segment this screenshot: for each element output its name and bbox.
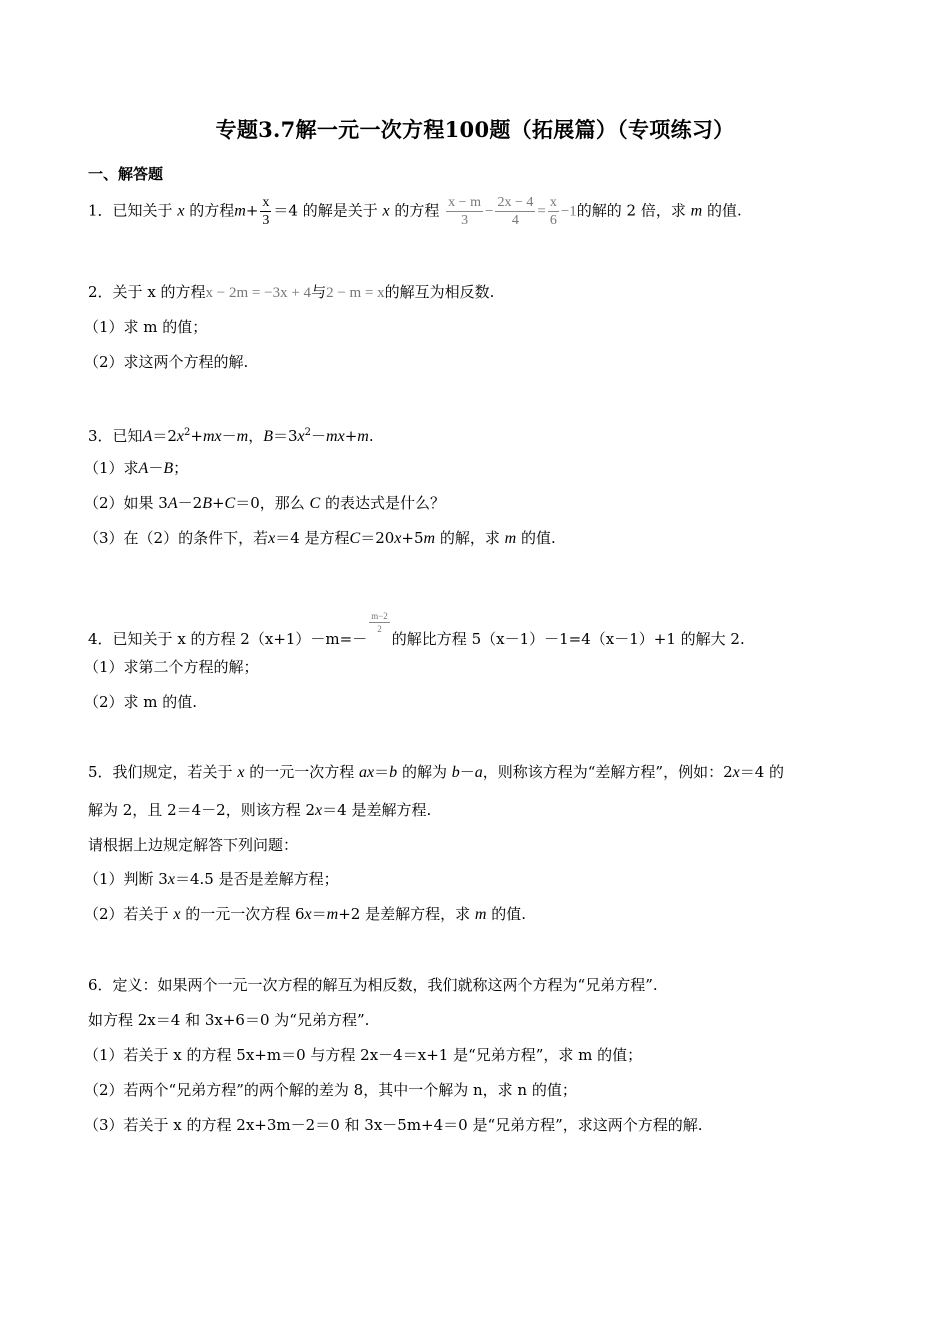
q4-text: 已知关于 x 的方程 2（x+1）－m=－ <box>112 630 368 648</box>
q4-text: 的解比方程 5（x－1）－1=4（x－1）+1 的解大 2. <box>391 630 745 648</box>
q4-number: 4． <box>88 630 113 648</box>
q2-sub-1: （1）求 m 的值； <box>84 318 208 336</box>
q3-text: + <box>190 427 203 445</box>
q3-text: + <box>344 427 358 445</box>
q2-equation-1: x − 2m = −3x + 4 <box>205 285 312 301</box>
page-title: 专题3.7解一元一次方程100题（拓展篇）（专项练习） <box>215 117 735 142</box>
q3-number: 3． <box>88 427 113 445</box>
q5-line-2: 解为 2，且 2＝4－2，则该方程 2x＝4 是差解方程. <box>88 801 432 819</box>
var-x: x <box>337 428 345 445</box>
var-x: x <box>176 428 184 445</box>
fraction-2x-minus-4-over-4: $\frac{2x - 4}{4}$ <box>497 195 534 228</box>
fraction-x-over-3: $\frac{x}{3}$ <box>262 195 270 228</box>
question-5: 5．我们规定，若关于 x 的一元一次方程 ax＝b 的解为 b－a，则称该方程为“差解方程”，例如：2x＝4 的 <box>88 763 785 781</box>
q3-text: ， <box>248 427 264 445</box>
q3-text: . <box>368 427 374 445</box>
exponent-2: 2 <box>184 427 191 438</box>
var-x: x <box>177 202 185 220</box>
q3-text: － <box>311 427 327 445</box>
q6-sub-3: （3）若关于 x 的方程 2x+3m－2＝0 和 3x－5m+4＝0 是“兄弟方程”，求这两个方程的解. <box>84 1116 703 1134</box>
q6-sub-1: （1）若关于 x 的方程 5x+m＝0 与方程 2x－4＝x+1 是“兄弟方程”，求 m 的值； <box>84 1046 643 1064</box>
var-m: m <box>326 428 338 445</box>
var-x: x <box>297 428 305 445</box>
var-x: x <box>382 202 390 220</box>
q3-sub-3: （3）在（2）的条件下，若x＝4 是方程C＝20x+5m 的解，求 m 的值. <box>84 529 556 547</box>
q1-number: 1． <box>88 201 113 220</box>
q5-line-3: 请根据上边规定解答下列问题： <box>88 836 299 854</box>
question-6: 6．定义：如果两个一元一次方程的解互为相反数，我们就称这两个方程为“兄弟方程”. <box>88 976 658 994</box>
fraction-x-over-6: $\frac{x}{6}$ <box>549 195 557 228</box>
q2-sub-2: （2）求这两个方程的解. <box>84 353 249 371</box>
question-2 <box>88 282 494 303</box>
q1-text: 已知关于 <box>112 201 173 220</box>
q6-line-2: 如方程 2x＝4 和 3x+6＝0 为“兄弟方程”. <box>88 1011 370 1029</box>
q3-text: ＝2 <box>152 427 177 445</box>
q5-sub-2: （2）若关于 x 的一元一次方程 6x＝m+2 是差解方程，求 m 的值. <box>84 905 527 923</box>
q2-equation-2: 2 − m = x <box>326 285 385 301</box>
var-A: A <box>142 428 153 445</box>
q1-text: 的解的 2 倍，求 <box>576 201 686 220</box>
var-m: m <box>234 202 246 220</box>
q2-text: 与 <box>311 283 327 301</box>
exponent-2: 2 <box>304 427 312 438</box>
question-4 <box>88 610 745 649</box>
section-heading: 一、解答题 <box>88 165 164 183</box>
fraction-x-minus-m-over-3: $\frac{x - m}{3}$ <box>448 195 481 228</box>
q3-text: ＝3 <box>273 427 298 445</box>
q3-text: 已知 <box>112 427 143 445</box>
q1-plus: + <box>245 201 259 220</box>
q6-sub-2: （2）若两个“兄弟方程”的两个解的差为 8，其中一个解为 n，求 n 的值； <box>84 1081 577 1099</box>
q3-sub-2: （2）如果 3A－2B+C＝0，那么 C 的表达式是什么？ <box>84 494 446 512</box>
var-m: m <box>202 428 215 445</box>
q4-sub-1: （1）求第二个方程的解； <box>84 658 259 676</box>
q3-sub-1: （1）求A－B； <box>84 459 189 477</box>
var-m: m <box>236 428 249 445</box>
q5-sub-1: （1）判断 3x＝4.5 是否是差解方程； <box>84 870 339 888</box>
q4-sub-2: （2）求 m 的值. <box>84 693 198 711</box>
q2-text: 的解互为相反数. <box>384 283 495 301</box>
q1-equals: = <box>537 203 546 220</box>
q1-text: ＝4 的解是关于 <box>273 201 378 220</box>
q3-text: － <box>221 427 237 445</box>
question-3 <box>88 423 374 447</box>
var-m: m <box>690 202 703 220</box>
q1-text: 的值. <box>707 201 742 220</box>
var-m: m <box>357 428 369 445</box>
q2-text: 关于 x 的方程 <box>112 283 206 301</box>
q1-text: 的方程 <box>189 201 235 220</box>
fraction-m-minus-2-over-2: $\frac{m-2}{2}$ <box>371 611 388 634</box>
question-1 <box>88 194 742 229</box>
q2-number: 2． <box>88 283 113 301</box>
q1-minus-one: −1 <box>560 203 577 220</box>
q1-text: 的方程 <box>394 201 440 220</box>
q1-minus: − <box>484 203 494 220</box>
var-x: x <box>214 428 222 445</box>
var-B: B <box>263 428 273 445</box>
